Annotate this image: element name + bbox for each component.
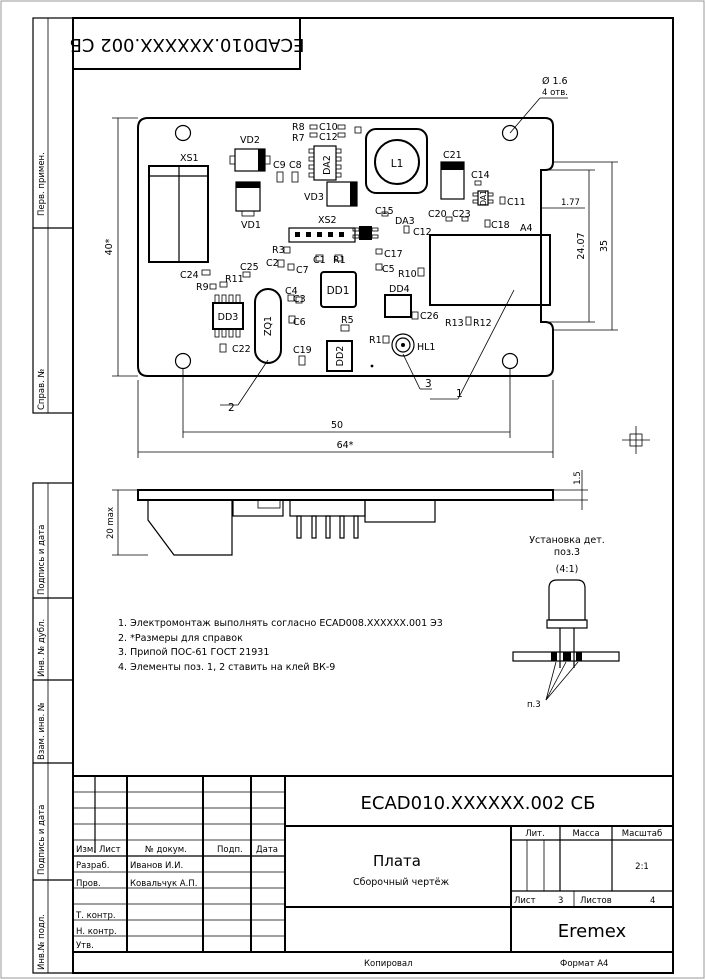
callout-3: 3 (425, 378, 432, 390)
footer-format: Формат А4 (560, 959, 609, 969)
label-vd2: VD2 (240, 135, 260, 146)
side-label-inv-podl: Инв.№ подл. (37, 914, 47, 970)
side-label-vzam-inv: Взам. инв. № (37, 702, 47, 760)
label-c3: C3 (293, 294, 306, 305)
prov-label: Пров. (76, 879, 101, 889)
label-xs1: XS1 (180, 153, 199, 164)
label-c5: C5 (382, 264, 395, 275)
side-label-inv-dubl: Инв. № дубл. (37, 618, 47, 677)
label-dd3: DD3 (217, 312, 239, 323)
side-label-perv-primen: Перв. примен. (37, 152, 47, 216)
label-r9: R9 (196, 282, 209, 293)
note-4: 4. Элементы поз. 1, 2 ставить на клей ВК-9 (118, 662, 336, 673)
corner-code: ECAD010.XXXXXX.002 СБ (69, 34, 305, 55)
col-data: Дата (256, 845, 279, 855)
col-dokum: № докум. (145, 845, 187, 855)
nkontr-label: Н. контр. (76, 927, 117, 937)
label-r7: R7 (292, 133, 305, 144)
install-title-2: поз.3 (553, 547, 581, 558)
side-label-podpis-data-1: Подпись и дата (37, 524, 47, 595)
tkontr-label: Т. контр. (76, 911, 116, 921)
scale-value: 2:1 (635, 862, 649, 872)
label-c12b: C12 (413, 227, 432, 238)
sheet-label: Лист (514, 896, 536, 906)
company-name: Eremex (557, 921, 627, 942)
label-hl1: HL1 (417, 342, 436, 353)
col-izm: Изм. (76, 845, 96, 855)
label-da2: DA2 (322, 155, 333, 175)
title-doc-type: Сборочный чертёж (352, 877, 450, 888)
label-c15: C15 (375, 206, 394, 217)
sheets-label: Листов (580, 896, 612, 906)
pcb-side-view (138, 490, 553, 555)
dim-50: 50 (330, 420, 344, 431)
label-r11: R11 (225, 274, 244, 285)
label-c12: C12 (319, 132, 338, 143)
label-dd2: DD2 (335, 345, 346, 367)
label-r12: R12 (473, 318, 492, 329)
sheets-value: 4 (650, 896, 656, 906)
label-c21: C21 (443, 150, 462, 161)
dim-hole-count: 4 отв. (542, 88, 568, 98)
title-name: Плата (373, 852, 421, 870)
label-r13: R13 (445, 318, 464, 329)
label-c8: C8 (289, 160, 302, 171)
label-c14: C14 (471, 170, 490, 181)
label-c7: C7 (296, 265, 309, 276)
label-vd3: VD3 (304, 192, 324, 203)
install-detail (513, 580, 619, 700)
note-2: 2. *Размеры для справок (118, 633, 243, 644)
install-n3: п.3 (527, 700, 541, 710)
label-c22: C22 (232, 344, 251, 355)
label-xs2: XS2 (318, 215, 337, 226)
label-c24: C24 (180, 270, 199, 281)
label-vd1: VD1 (241, 220, 261, 231)
note-1: 1. Электромонтаж выполнять согласно ECAD008.XXXXXX.001 Э3 (118, 618, 443, 629)
label-c9: C9 (273, 160, 286, 171)
label-da1: DA1 (479, 190, 488, 206)
sheet-value: 3 (558, 896, 564, 906)
label-c11: C11 (507, 197, 526, 208)
label-a4: A4 (520, 223, 533, 234)
col-list: Лист (99, 845, 121, 855)
label-c18: C18 (491, 220, 510, 231)
prov-name: Ковальчук А.П. (130, 879, 198, 889)
label-r1b: R1 (369, 335, 382, 346)
razrab-label: Разраб. (76, 861, 110, 871)
dim-1-5: 1.5 (573, 471, 583, 485)
label-c17: C17 (384, 249, 403, 260)
label-r1: R1 (333, 255, 346, 266)
label-zq1: ZQ1 (263, 315, 274, 337)
pcb-top-view (138, 118, 553, 376)
label-r8: R8 (292, 122, 305, 133)
utv-label: Утв. (76, 941, 94, 951)
label-c2: C2 (266, 258, 279, 269)
dim-35: 35 (599, 239, 610, 253)
dim-24-07: 24.07 (576, 232, 587, 260)
callout-2: 2 (228, 402, 235, 414)
dim-20-max: 20 max (106, 506, 116, 540)
title-code: ECAD010.XXXXXX.002 СБ (360, 793, 596, 814)
dim-40: 40* (104, 238, 115, 256)
col-podp: Подп. (217, 845, 243, 855)
label-c25: C25 (240, 262, 259, 273)
label-c26: C26 (420, 311, 439, 322)
label-c10: C10 (319, 122, 338, 133)
label-dd1: DD1 (326, 285, 350, 297)
label-r10: R10 (398, 269, 417, 280)
label-dd4: DD4 (389, 284, 410, 295)
note-3: 3. Припой ПОС-61 ГОСТ 21931 (118, 647, 270, 658)
callout-1: 1 (456, 388, 463, 400)
label-l1: L1 (390, 158, 404, 170)
install-title-1: Установка дет. (529, 535, 605, 546)
label-c23: C23 (452, 209, 471, 220)
masshtab-label: Масштаб (621, 829, 663, 839)
dim-hole-dia: Ø 1.6 (542, 76, 568, 87)
label-c1: C1 (313, 255, 326, 266)
label-c20: C20 (428, 209, 447, 220)
razrab-name: Иванов И.И. (130, 861, 184, 871)
label-r3: R3 (272, 245, 285, 256)
dim-64: 64* (336, 440, 354, 451)
install-title-3: (4:1) (555, 564, 579, 575)
label-r5: R5 (341, 315, 354, 326)
dim-1-77: 1.77 (561, 198, 580, 208)
label-c19: C19 (293, 345, 312, 356)
label-c6: C6 (293, 317, 306, 328)
massa-label: Масса (572, 829, 600, 839)
lit-label: Лит. (525, 829, 545, 839)
label-c4: C4 (285, 286, 298, 297)
footer-kopiroval: Копировал (364, 959, 413, 969)
side-label-sprav: Справ. № (37, 368, 47, 410)
label-da3: DA3 (395, 216, 415, 227)
side-label-podpis-data-2: Подпись и дата (37, 804, 47, 875)
